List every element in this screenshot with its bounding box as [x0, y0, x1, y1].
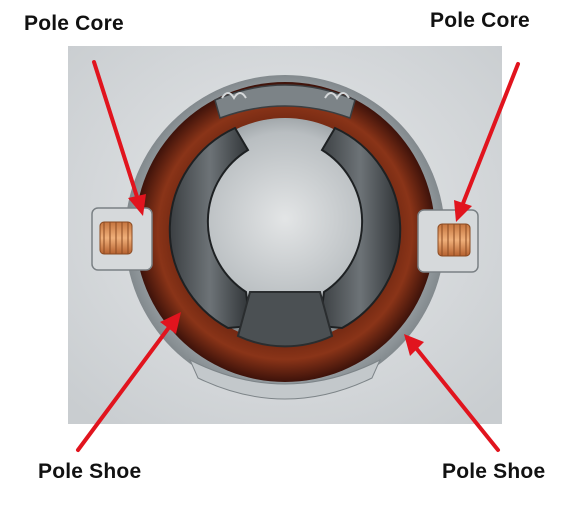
- bottom-pole-piece: [238, 292, 332, 346]
- pole-core-label-left: Pole Core: [24, 12, 124, 35]
- pole-core-label-right: Pole Core: [430, 9, 530, 32]
- pole-shoe-label-right: Pole Shoe: [442, 460, 546, 483]
- pole-shoe-label-left: Pole Shoe: [38, 460, 142, 483]
